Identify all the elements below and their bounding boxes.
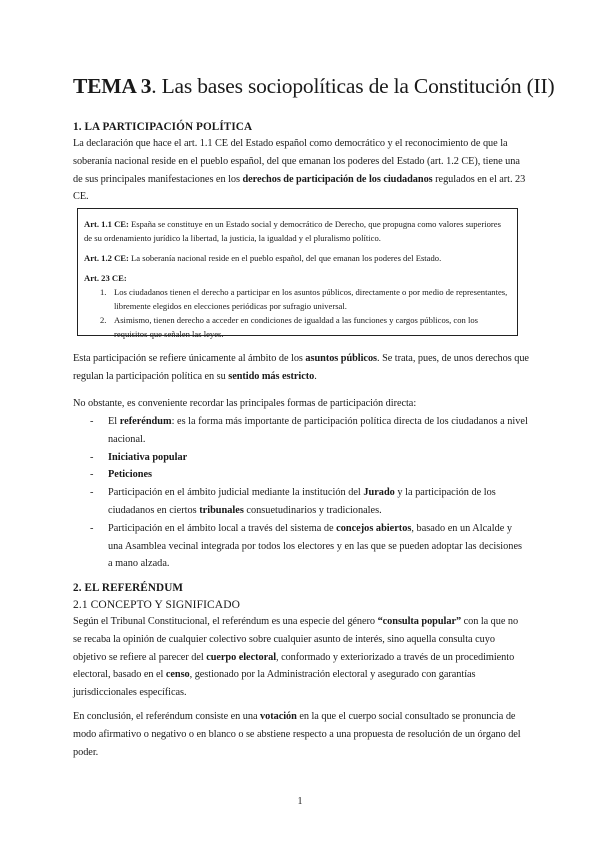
list-item-iniciativa: - Iniciativa popular	[90, 451, 188, 463]
article-1-1: Art. 1.1 CE: España se constituye en un Estado social y democrático de Derecho, que propugna como valores superiores de su ordenamiento jurídico la libertad, la justicia, la igualdad y el pluralismo político.	[84, 219, 501, 243]
section-heading-referendum: 2. EL REFERÉNDUM	[73, 582, 184, 594]
paragraph-asuntos-publicos: Esta participación se refiere únicamente al ámbito de los asuntos públicos. Se trata, pues, de unos derechos que regulan la participación política en su sentido más estricto.	[73, 353, 529, 382]
constitution-articles-box	[77, 208, 518, 339]
list-item-referendum: - El referéndum: es la forma más importante de participación política directa de los ciudadanos a nivel nacional.	[90, 416, 528, 445]
list-item: 1. Los ciudadanos tienen el derecho a participar en los asuntos públicos, directamente o por medio de representantes, libremente elegidos en elecciones periódicas por sufragio universal.	[100, 287, 508, 311]
list-item: 2. Asimismo, tienen derecho a acceder en condiciones de igualdad a las funciones y cargos públicos, con los requisitos que señalen las leyes.	[100, 315, 479, 339]
section-heading-participacion: 1. LA PARTICIPACIÓN POLÍTICA	[73, 121, 253, 133]
subsection-heading-concepto: 2.1 CONCEPTO Y SIGNIFICADO	[73, 599, 241, 611]
participation-forms-list	[73, 413, 529, 573]
paragraph-tribunal: Según el Tribunal Constitucional, el referéndum es una especie del género “consulta popular” con la que no se recaba la opinión de cualquier colectivo sobre cualquier asunto de interés, sino aquella consulta cuyo objetivo se refiere al parecer del cuerpo electoral, conformado y exteriorizado a través de un procedimiento electoral, basado en el censo, gestionado por la Administración electoral y asegurado con garantías jurisdiccionales específicas.	[73, 616, 519, 699]
page-number: 1	[297, 796, 303, 807]
document-title	[73, 74, 555, 99]
list-item-jurado: - Participación en el ámbito judicial mediante la institución del Jurado y la participación de los ciudadanos en ciertos tribunales consuetudinarios y tradicionales.	[90, 487, 496, 516]
title-topic: TEMA 3	[73, 74, 152, 98]
article-23-label: Art. 23 CE:	[84, 273, 127, 283]
article-1-2: Art. 1.2 CE: La soberanía nacional reside en el pueblo español, del que emanan los poderes del Estado.	[84, 253, 442, 263]
list-item-peticiones: - Peticiones	[90, 469, 153, 481]
list-item-concejos: - Participación en el ámbito local a través del sistema de concejos abiertos, basado en un Alcalde y una Asamblea vecinal integrada por todos los electores y en las que se pueden adoptar las decisiones a mano alzada.	[90, 522, 523, 570]
paragraph-participacion-directa: No obstante, es conveniente recordar las principales formas de participación directa:	[73, 398, 417, 409]
article-23-list	[84, 285, 511, 341]
title-text: . Las bases sociopolíticas de la Constitución (II)	[151, 74, 555, 98]
paragraph-conclusion: En conclusión, el referéndum consiste en una votación en la que el cuerpo social consultado se pronuncia de modo afirmativo o negativo o en blanco o se abstiene respecto a una propuesta de resolución de un órgano del poder.	[73, 711, 521, 758]
paragraph-declaracion: La declaración que hace el art. 1.1 CE del Estado español como democrático y el reconocimiento de que la soberanía nacional reside en el pueblo español, del que emanan los poderes del Estado (art. 1.2 CE), tiene una de sus principales manifestaciones en los derechos de participación de los ciudadanos regulados en el art. 23 CE.	[73, 138, 526, 203]
